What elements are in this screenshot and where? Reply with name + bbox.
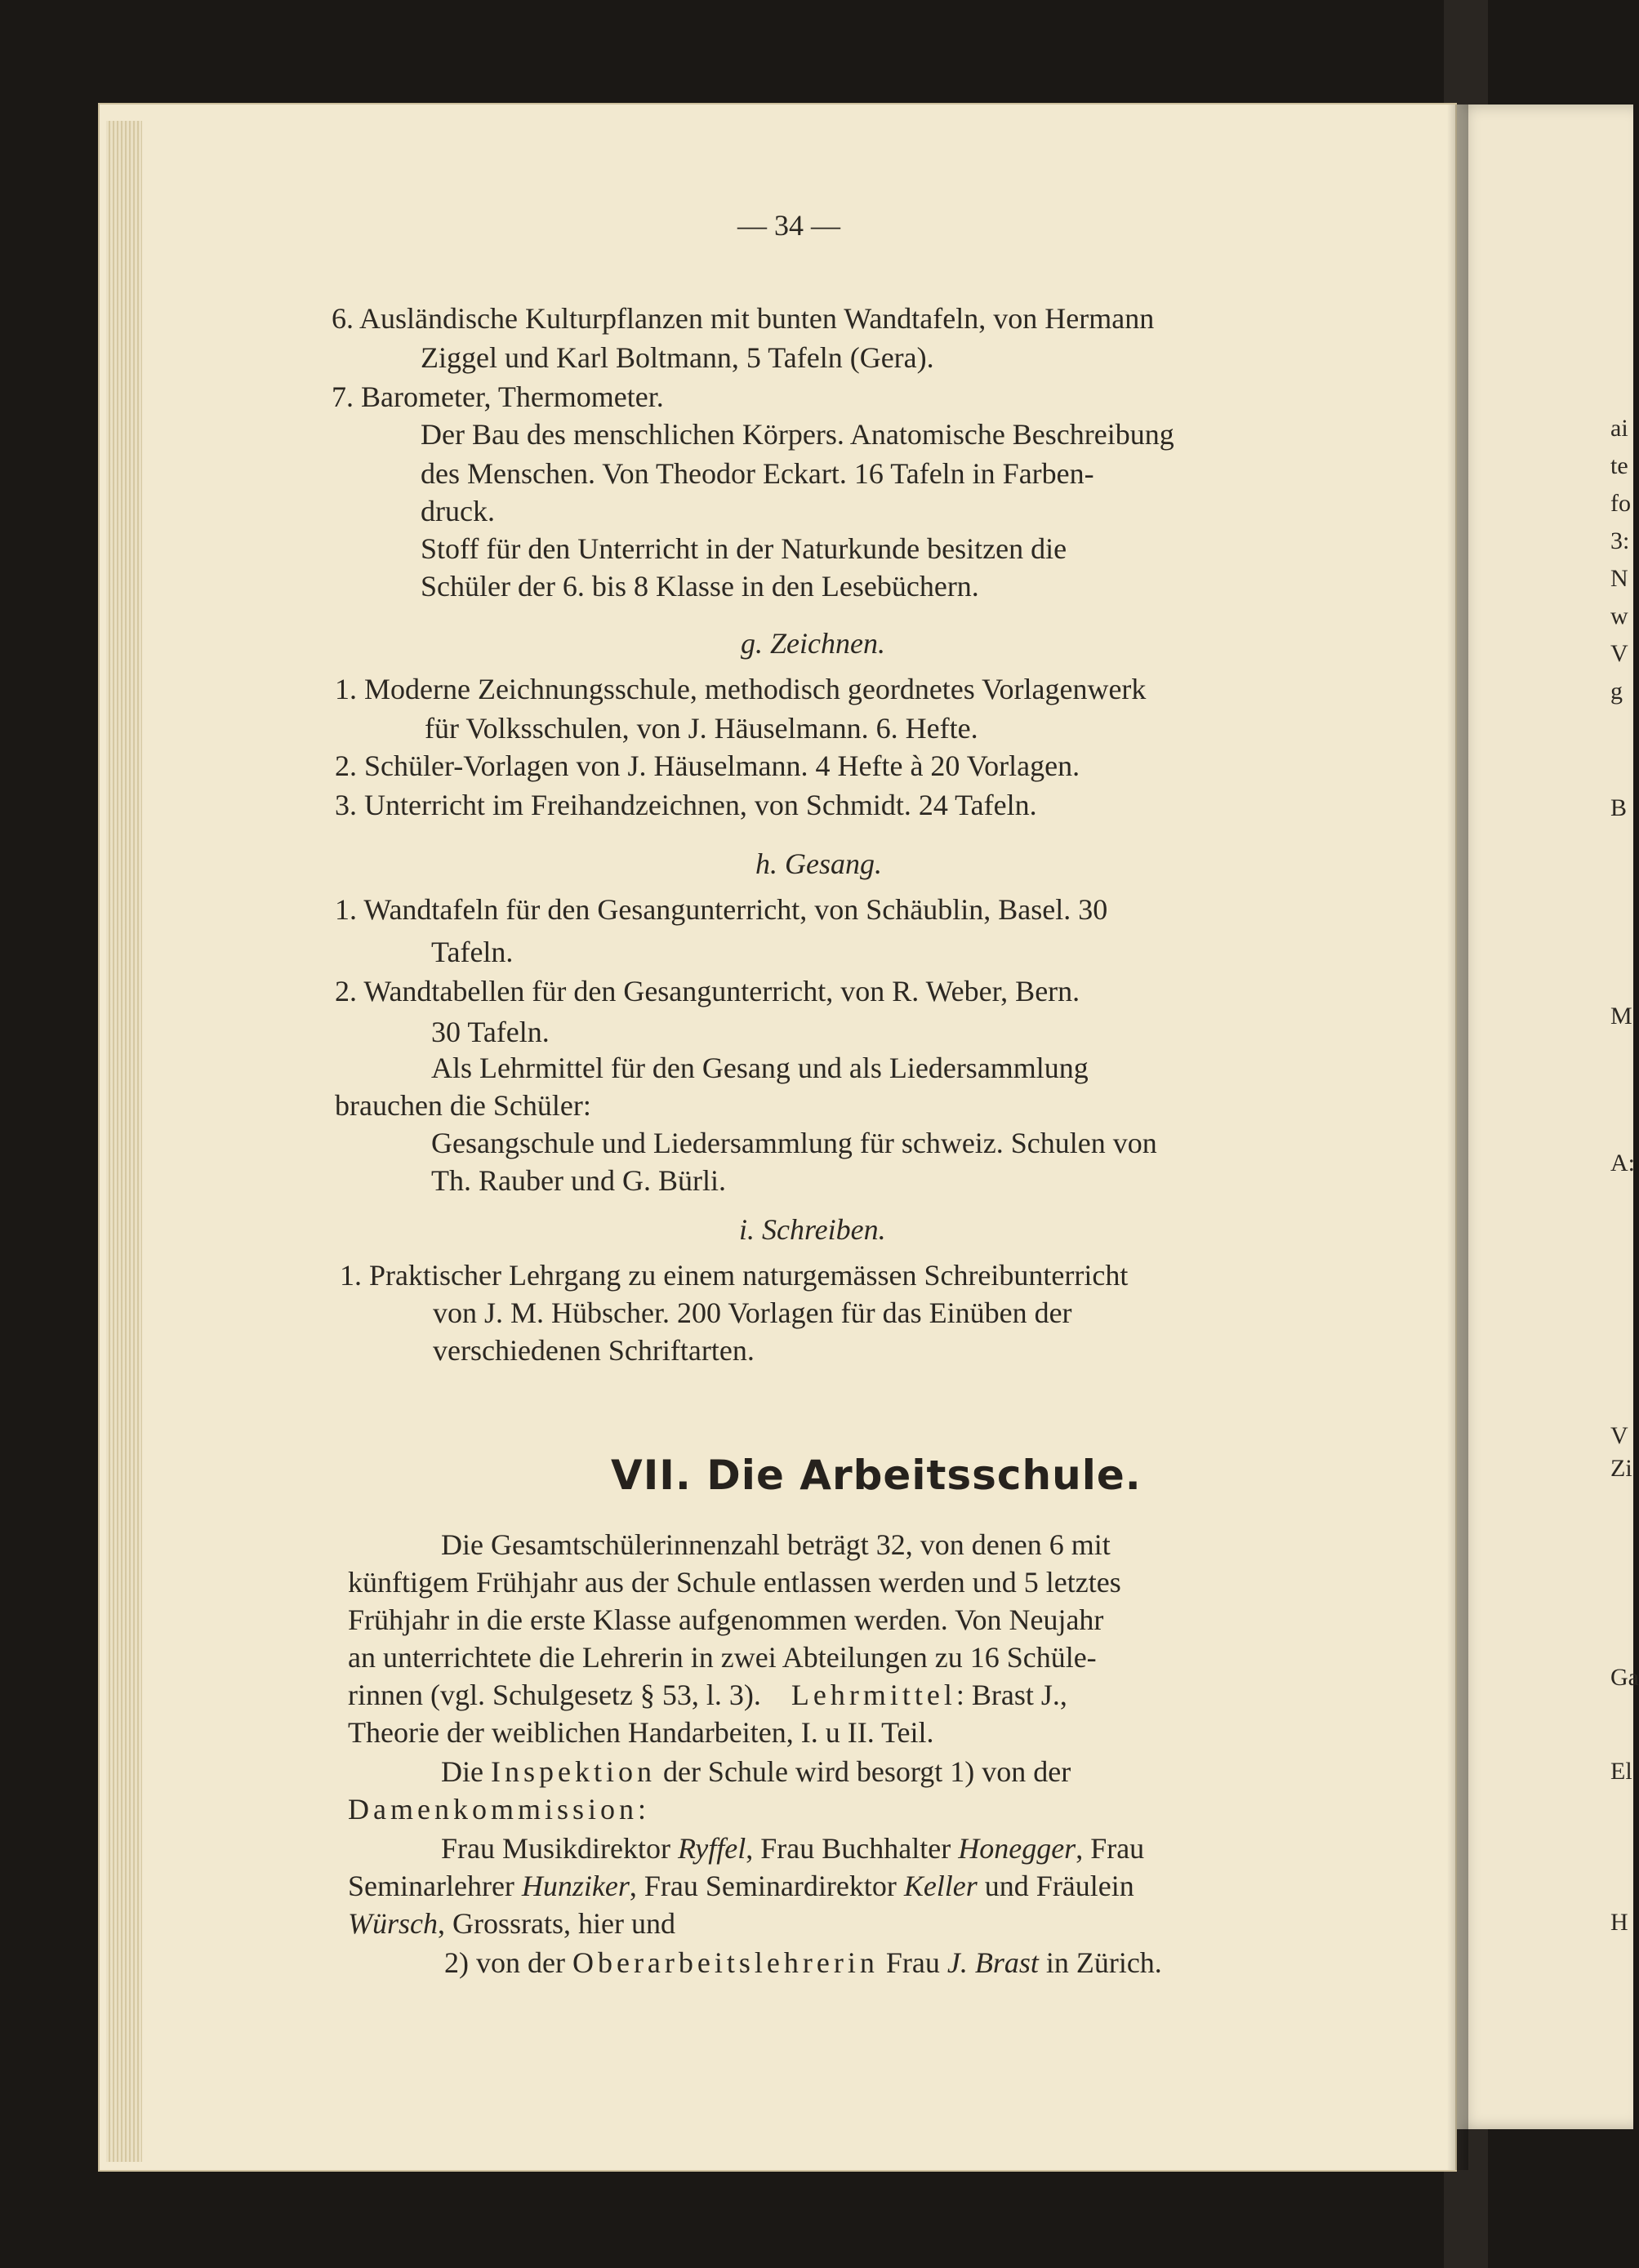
list-item: 3. Unterricht im Freihandzeichnen, von Schmidt. 24 Tafeln. bbox=[335, 789, 1037, 821]
page-edges bbox=[106, 121, 142, 2162]
paragraph-line bbox=[348, 1794, 646, 1824]
person-name: J. Brast bbox=[946, 1946, 1039, 1979]
adjacent-page bbox=[1455, 105, 1639, 2129]
paragraph-line bbox=[441, 1834, 1144, 1863]
paragraph-line: künftigem Frühjahr aus der Schule entlassen werden und 5 letztes bbox=[348, 1566, 1121, 1599]
list-item: 1. Praktischer Lehrgang zu einem naturgemässen Schreibunterricht bbox=[340, 1259, 1129, 1292]
page-number: — 34 — bbox=[737, 209, 840, 242]
section-heading-gesang: h. Gesang. bbox=[755, 847, 882, 880]
text-line: Als Lehrmittel für den Gesang und als Liedersammlung bbox=[431, 1052, 1089, 1084]
paragraph-line bbox=[444, 1948, 1162, 1977]
list-item: 7. Barometer, Thermometer. bbox=[332, 380, 664, 413]
next-page-fragment: Zi bbox=[1610, 1455, 1632, 1482]
emphasis-inspektion: Inspektion bbox=[490, 1755, 656, 1788]
text-line: Der Bau des menschlichen Körpers. Anatomische Beschreibung bbox=[421, 418, 1174, 451]
paragraph-text: : Brast J., bbox=[955, 1679, 1067, 1711]
emphasis-oberarbeitslehrerin: Oberarbeitslehrerin bbox=[572, 1946, 879, 1979]
text-line: Th. Rauber und G. Bürli. bbox=[431, 1164, 726, 1197]
next-page-fragment: H bbox=[1610, 1909, 1628, 1936]
next-page-fragment: g bbox=[1610, 678, 1623, 705]
section-heading-schreiben: i. Schreiben. bbox=[739, 1213, 886, 1246]
next-page-fragment: N bbox=[1610, 565, 1628, 592]
text-line: Gesangschule und Liedersammlung für schweiz. Schulen von bbox=[431, 1127, 1157, 1159]
next-page-fragment: M bbox=[1610, 1003, 1632, 1029]
paragraph-line: an unterrichtete die Lehrerin in zwei Abteilungen zu 16 Schüle- bbox=[348, 1641, 1097, 1674]
paragraph-text: : bbox=[637, 1793, 646, 1826]
paragraph-text: , Frau Buchhalter bbox=[746, 1832, 951, 1865]
list-item: 2. Wandtabellen für den Gesangunterricht, von R. Weber, Bern. bbox=[335, 975, 1080, 1007]
paragraph-text: , Grossrats, hier und bbox=[438, 1907, 675, 1940]
paragraph-line: Frühjahr in die erste Klasse aufgenommen werden. Von Neujahr bbox=[348, 1603, 1104, 1636]
person-name: Würsch bbox=[348, 1907, 438, 1940]
paragraph-line: Theorie der weiblichen Handarbeiten, I. u II. Teil. bbox=[348, 1716, 934, 1749]
list-item-continuation: 30 Tafeln. bbox=[431, 1016, 550, 1048]
paragraph-line: Die Gesamtschülerinnenzahl beträgt 32, von denen 6 mit bbox=[441, 1528, 1111, 1561]
emphasis-damenkommission: Damenkommission bbox=[348, 1793, 638, 1826]
person-name: Ryffel bbox=[677, 1832, 746, 1865]
paragraph-text: rinnen (vgl. Schulgesetz § 53, l. 3). bbox=[348, 1679, 761, 1711]
next-page-fragment: El bbox=[1610, 1758, 1632, 1785]
person-name: Hunziker bbox=[521, 1870, 630, 1902]
list-item: 1. Wandtafeln für den Gesangunterricht, von Schäublin, Basel. 30 bbox=[335, 893, 1108, 926]
list-item: 2. Schüler-Vorlagen von J. Häuselmann. 4 Hefte à 20 Vorlagen. bbox=[335, 749, 1080, 782]
text-line: des Menschen. Von Theodor Eckart. 16 Tafeln in Farben- bbox=[421, 457, 1094, 490]
paragraph-text: in Zürich. bbox=[1045, 1946, 1162, 1979]
list-item-continuation: von J. M. Hübscher. 200 Vorlagen für das Einüben der bbox=[433, 1296, 1072, 1329]
next-page-fragment: te bbox=[1610, 452, 1628, 479]
next-page-fragment: V bbox=[1610, 1422, 1628, 1449]
list-item-continuation: verschiedenen Schriftarten. bbox=[433, 1334, 755, 1367]
paragraph-line bbox=[348, 1871, 1134, 1901]
gutter-shadow bbox=[1447, 105, 1468, 2170]
paragraph-text: 2) von der bbox=[444, 1946, 565, 1979]
list-item-continuation: Tafeln. bbox=[431, 936, 514, 968]
chapter-title: VII. Die Arbeitsschule. bbox=[611, 1452, 1142, 1499]
text-line: druck. bbox=[421, 495, 495, 527]
next-page-fragment: B bbox=[1610, 794, 1628, 821]
person-name: Honegger bbox=[958, 1832, 1076, 1865]
list-item-continuation: für Volksschulen, von J. Häuselmann. 6. Hefte. bbox=[425, 712, 978, 745]
text-line: Stoff für den Unterricht in der Naturkunde besitzen die bbox=[421, 532, 1067, 565]
paragraph-text: Frau Musikdirektor bbox=[441, 1832, 670, 1865]
next-page-fragment: ai bbox=[1610, 415, 1628, 442]
list-item: 1. Moderne Zeichnungsschule, methodisch geordnetes Vorlagenwerk bbox=[335, 673, 1147, 705]
paragraph-text: , Frau Seminardirektor bbox=[629, 1870, 897, 1902]
paragraph-text: , Frau bbox=[1076, 1832, 1145, 1865]
next-page-fragment: Ga bbox=[1610, 1664, 1639, 1691]
next-page-fragment: fo bbox=[1610, 490, 1631, 517]
next-page-fragment: w bbox=[1610, 603, 1628, 629]
text-line: Schüler der 6. bis 8 Klasse in den Lesebüchern. bbox=[421, 570, 979, 603]
paragraph-text: Frau bbox=[885, 1946, 940, 1979]
next-page-fragment: V bbox=[1610, 640, 1628, 667]
paragraph-line bbox=[348, 1909, 675, 1938]
paragraph-text: und Fräulein bbox=[984, 1870, 1134, 1902]
paragraph-line bbox=[348, 1680, 1067, 1710]
paragraph-text: der Schule wird besorgt 1) von der bbox=[662, 1755, 1071, 1788]
person-name: Keller bbox=[903, 1870, 978, 1902]
next-page-fragment: 3: bbox=[1610, 527, 1630, 554]
list-item: 6. Ausländische Kulturpflanzen mit bunten Wandtafeln, von Hermann bbox=[332, 302, 1155, 335]
text-line: brauchen die Schüler: bbox=[335, 1089, 591, 1122]
section-heading-zeichnen: g. Zeichnen. bbox=[741, 627, 885, 660]
paragraph-text: Die bbox=[441, 1755, 483, 1788]
emphasis-lehrmittel: Lehrmittel bbox=[791, 1679, 956, 1711]
paragraph-line bbox=[441, 1757, 1071, 1786]
list-item-continuation: Ziggel und Karl Boltmann, 5 Tafeln (Gera). bbox=[421, 341, 934, 374]
next-page-fragment: A: bbox=[1610, 1150, 1635, 1176]
paragraph-text: Seminarlehrer bbox=[348, 1870, 514, 1902]
